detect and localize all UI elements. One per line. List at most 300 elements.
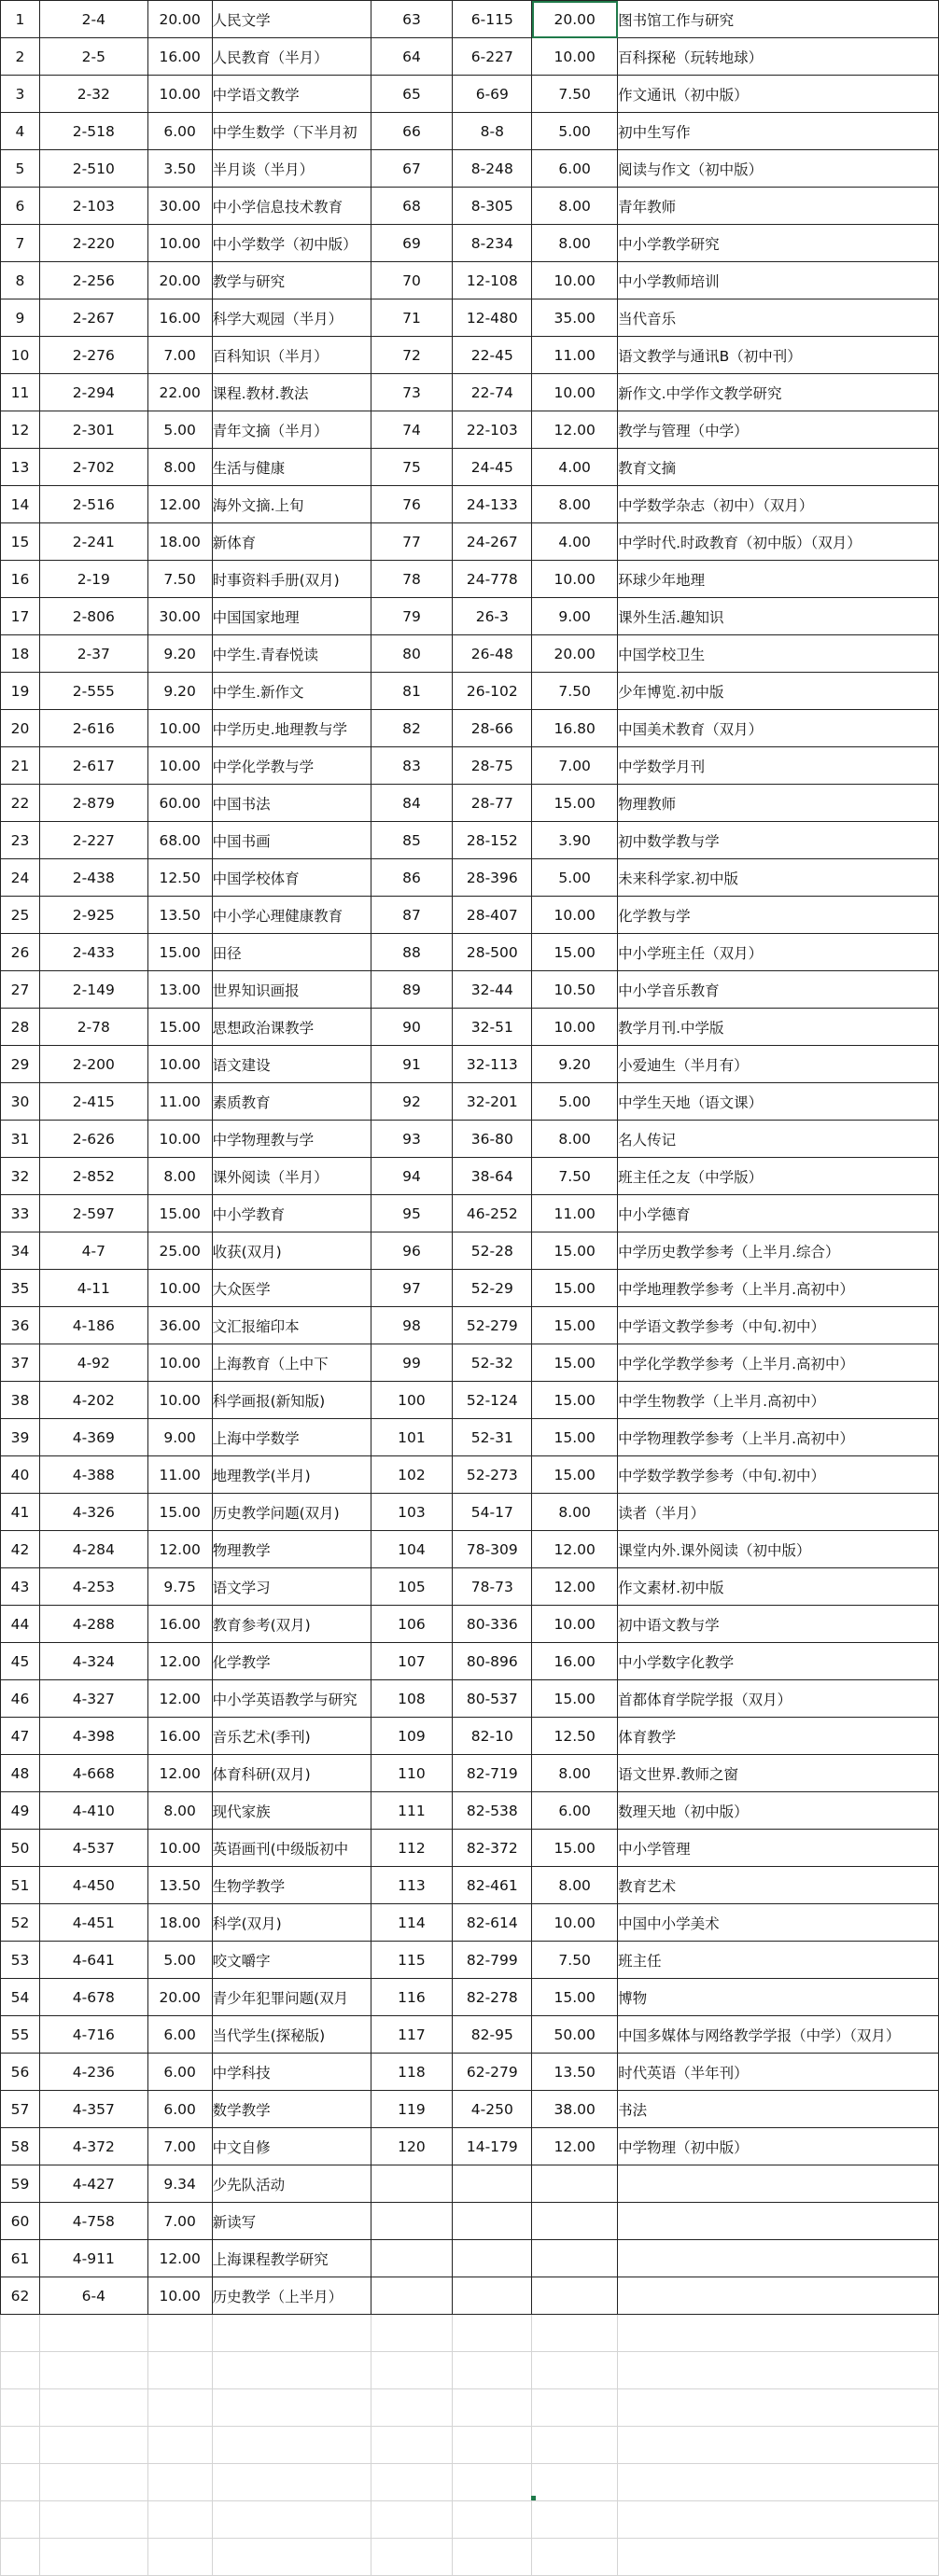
cell-e[interactable]: 86 — [371, 859, 453, 897]
cell-h[interactable]: 中学生物教学（上半月.高初中） — [618, 1382, 939, 1419]
cell-f[interactable]: 82-278 — [453, 1979, 532, 2016]
cell-b[interactable]: 2-103 — [39, 188, 147, 225]
cell-b[interactable]: 2-267 — [39, 299, 147, 337]
cell-d[interactable]: 时事资料手册(双月) — [212, 561, 371, 598]
cell-d[interactable]: 化学教学 — [212, 1643, 371, 1680]
cell-g[interactable]: 8.00 — [532, 1755, 618, 1792]
cell-d[interactable]: 语文学习 — [212, 1568, 371, 1606]
empty-cell[interactable] — [453, 2427, 532, 2464]
cell-c[interactable]: 8.00 — [147, 1158, 212, 1195]
cell-e[interactable]: 97 — [371, 1270, 453, 1307]
cell-c[interactable]: 10.00 — [147, 1046, 212, 1083]
cell-h[interactable]: 中学物理教学参考（上半月.高初中） — [618, 1419, 939, 1456]
cell-a[interactable]: 46 — [1, 1680, 40, 1718]
cell-g[interactable]: 8.00 — [532, 1867, 618, 1904]
cell-a[interactable]: 14 — [1, 486, 40, 523]
cell-f[interactable]: 6-69 — [453, 76, 532, 113]
cell-h[interactable] — [618, 2165, 939, 2203]
cell-c[interactable]: 12.00 — [147, 1531, 212, 1568]
cell-h[interactable]: 初中数学教与学 — [618, 822, 939, 859]
cell-h[interactable]: 中学地理教学参考（上半月.高初中） — [618, 1270, 939, 1307]
cell-a[interactable]: 7 — [1, 225, 40, 262]
cell-c[interactable]: 9.20 — [147, 635, 212, 673]
cell-h[interactable]: 语文世界.教师之窗 — [618, 1755, 939, 1792]
cell-a[interactable]: 40 — [1, 1456, 40, 1494]
cell-g[interactable]: 4.00 — [532, 449, 618, 486]
empty-cell[interactable] — [371, 2464, 453, 2501]
cell-c[interactable]: 5.00 — [147, 411, 212, 449]
cell-h[interactable]: 体育教学 — [618, 1718, 939, 1755]
cell-e[interactable]: 91 — [371, 1046, 453, 1083]
cell-c[interactable]: 18.00 — [147, 1904, 212, 1942]
cell-a[interactable]: 57 — [1, 2091, 40, 2128]
cell-e[interactable]: 114 — [371, 1904, 453, 1942]
cell-h[interactable]: 首都体育学院学报（双月） — [618, 1680, 939, 1718]
cell-b[interactable]: 4-427 — [39, 2165, 147, 2203]
cell-f[interactable]: 82-799 — [453, 1942, 532, 1979]
cell-g[interactable]: 15.00 — [532, 1344, 618, 1382]
cell-c[interactable]: 18.00 — [147, 523, 212, 561]
cell-c[interactable]: 12.00 — [147, 486, 212, 523]
empty-cell[interactable] — [618, 2315, 939, 2352]
cell-a[interactable]: 54 — [1, 1979, 40, 2016]
cell-c[interactable]: 10.00 — [147, 76, 212, 113]
cell-g[interactable]: 15.00 — [532, 1456, 618, 1494]
cell-f[interactable]: 26-102 — [453, 673, 532, 710]
cell-h[interactable]: 中学历史教学参考（上半月.综合） — [618, 1232, 939, 1270]
cell-g[interactable]: 12.00 — [532, 411, 618, 449]
cell-a[interactable]: 43 — [1, 1568, 40, 1606]
empty-cell[interactable] — [212, 2539, 371, 2576]
cell-b[interactable]: 2-433 — [39, 934, 147, 971]
cell-e[interactable]: 108 — [371, 1680, 453, 1718]
cell-h[interactable]: 课外生活.趣知识 — [618, 598, 939, 635]
cell-d[interactable]: 中学生数学（下半月初 — [212, 113, 371, 150]
cell-f[interactable]: 28-75 — [453, 747, 532, 785]
empty-cell[interactable] — [618, 2427, 939, 2464]
cell-g[interactable]: 10.00 — [532, 374, 618, 411]
cell-g[interactable]: 50.00 — [532, 2016, 618, 2054]
cell-b[interactable]: 4-202 — [39, 1382, 147, 1419]
cell-b[interactable]: 2-32 — [39, 76, 147, 113]
cell-e[interactable]: 65 — [371, 76, 453, 113]
cell-b[interactable]: 2-617 — [39, 747, 147, 785]
cell-b[interactable]: 4-92 — [39, 1344, 147, 1382]
empty-cell[interactable] — [618, 2352, 939, 2389]
cell-c[interactable]: 5.00 — [147, 1942, 212, 1979]
cell-c[interactable]: 7.00 — [147, 2128, 212, 2165]
cell-a[interactable]: 18 — [1, 635, 40, 673]
cell-d[interactable]: 百科知识（半月） — [212, 337, 371, 374]
empty-cell[interactable] — [147, 2464, 212, 2501]
cell-d[interactable]: 英语画刊(中级版初中 — [212, 1830, 371, 1867]
cell-d[interactable]: 思想政治课教学 — [212, 1009, 371, 1046]
cell-c[interactable]: 7.50 — [147, 561, 212, 598]
cell-b[interactable]: 2-4 — [39, 1, 147, 38]
cell-e[interactable] — [371, 2165, 453, 2203]
cell-g[interactable]: 8.00 — [532, 486, 618, 523]
cell-b[interactable]: 4-236 — [39, 2054, 147, 2091]
empty-cell[interactable] — [1, 2539, 40, 2576]
cell-b[interactable]: 6-4 — [39, 2277, 147, 2315]
cell-a[interactable]: 31 — [1, 1121, 40, 1158]
empty-cell[interactable] — [371, 2501, 453, 2539]
cell-h[interactable]: 中小学教师培训 — [618, 262, 939, 299]
cell-h[interactable]: 书法 — [618, 2091, 939, 2128]
cell-f[interactable] — [453, 2240, 532, 2277]
cell-d[interactable]: 人民教育（半月） — [212, 38, 371, 76]
cell-e[interactable]: 112 — [371, 1830, 453, 1867]
cell-h[interactable]: 作文通讯（初中版） — [618, 76, 939, 113]
cell-e[interactable]: 120 — [371, 2128, 453, 2165]
cell-c[interactable]: 11.00 — [147, 1456, 212, 1494]
cell-d[interactable]: 上海中学数学 — [212, 1419, 371, 1456]
empty-cell[interactable] — [371, 2389, 453, 2427]
cell-f[interactable]: 22-74 — [453, 374, 532, 411]
cell-g[interactable]: 7.50 — [532, 1942, 618, 1979]
cell-h[interactable]: 阅读与作文（初中版） — [618, 150, 939, 188]
cell-d[interactable]: 中小学心理健康教育 — [212, 897, 371, 934]
empty-cell[interactable] — [147, 2389, 212, 2427]
cell-g[interactable]: 7.50 — [532, 673, 618, 710]
cell-h[interactable]: 中国美术教育（双月） — [618, 710, 939, 747]
cell-f[interactable]: 22-45 — [453, 337, 532, 374]
cell-h[interactable]: 读者（半月） — [618, 1494, 939, 1531]
cell-f[interactable]: 12-108 — [453, 262, 532, 299]
empty-cell[interactable] — [1, 2501, 40, 2539]
empty-cell[interactable] — [1, 2389, 40, 2427]
cell-f[interactable]: 28-152 — [453, 822, 532, 859]
cell-h[interactable]: 中小学教学研究 — [618, 225, 939, 262]
cell-e[interactable]: 109 — [371, 1718, 453, 1755]
cell-b[interactable]: 4-641 — [39, 1942, 147, 1979]
cell-h[interactable]: 当代音乐 — [618, 299, 939, 337]
cell-f[interactable]: 82-10 — [453, 1718, 532, 1755]
cell-a[interactable]: 16 — [1, 561, 40, 598]
cell-h[interactable]: 初中语文教与学 — [618, 1606, 939, 1643]
cell-f[interactable] — [453, 2203, 532, 2240]
cell-h[interactable]: 中小学管理 — [618, 1830, 939, 1867]
cell-d[interactable]: 中学历史.地理教与学 — [212, 710, 371, 747]
cell-b[interactable]: 2-438 — [39, 859, 147, 897]
cell-a[interactable]: 17 — [1, 598, 40, 635]
cell-f[interactable]: 28-500 — [453, 934, 532, 971]
cell-c[interactable]: 10.00 — [147, 225, 212, 262]
cell-e[interactable]: 95 — [371, 1195, 453, 1232]
cell-a[interactable]: 36 — [1, 1307, 40, 1344]
cell-d[interactable]: 生物学教学 — [212, 1867, 371, 1904]
empty-cell[interactable] — [147, 2539, 212, 2576]
cell-h[interactable]: 教学与管理（中学） — [618, 411, 939, 449]
cell-f[interactable]: 26-3 — [453, 598, 532, 635]
cell-g[interactable]: 12.00 — [532, 1568, 618, 1606]
cell-b[interactable]: 4-410 — [39, 1792, 147, 1830]
empty-cell[interactable] — [371, 2427, 453, 2464]
cell-a[interactable]: 3 — [1, 76, 40, 113]
cell-c[interactable]: 10.00 — [147, 1382, 212, 1419]
cell-h[interactable]: 中学数学月刊 — [618, 747, 939, 785]
cell-c[interactable]: 16.00 — [147, 1718, 212, 1755]
cell-g[interactable]: 10.00 — [532, 561, 618, 598]
cell-d[interactable]: 新体育 — [212, 523, 371, 561]
cell-c[interactable]: 6.00 — [147, 2054, 212, 2091]
cell-h[interactable]: 语文教学与通讯B（初中刊） — [618, 337, 939, 374]
cell-g[interactable]: 6.00 — [532, 1792, 618, 1830]
cell-g[interactable]: 15.00 — [532, 1830, 618, 1867]
cell-e[interactable]: 93 — [371, 1121, 453, 1158]
cell-f[interactable]: 78-73 — [453, 1568, 532, 1606]
cell-d[interactable]: 人民文学 — [212, 1, 371, 38]
cell-c[interactable]: 15.00 — [147, 934, 212, 971]
cell-b[interactable]: 2-37 — [39, 635, 147, 673]
cell-c[interactable]: 10.00 — [147, 1830, 212, 1867]
cell-c[interactable]: 6.00 — [147, 2091, 212, 2128]
cell-c[interactable]: 10.00 — [147, 747, 212, 785]
cell-b[interactable]: 4-372 — [39, 2128, 147, 2165]
cell-a[interactable]: 23 — [1, 822, 40, 859]
cell-b[interactable]: 2-597 — [39, 1195, 147, 1232]
cell-c[interactable]: 10.00 — [147, 2277, 212, 2315]
cell-e[interactable]: 101 — [371, 1419, 453, 1456]
cell-b[interactable]: 2-702 — [39, 449, 147, 486]
cell-f[interactable]: 32-51 — [453, 1009, 532, 1046]
cell-h[interactable]: 作文素材.初中版 — [618, 1568, 939, 1606]
cell-d[interactable]: 上海教育（上中下 — [212, 1344, 371, 1382]
cell-c[interactable]: 30.00 — [147, 188, 212, 225]
empty-cell[interactable] — [212, 2501, 371, 2539]
cell-e[interactable]: 75 — [371, 449, 453, 486]
cell-d[interactable]: 素质教育 — [212, 1083, 371, 1121]
cell-g[interactable]: 3.90 — [532, 822, 618, 859]
cell-e[interactable]: 73 — [371, 374, 453, 411]
cell-a[interactable]: 41 — [1, 1494, 40, 1531]
cell-e[interactable]: 84 — [371, 785, 453, 822]
cell-h[interactable]: 教育艺术 — [618, 1867, 939, 1904]
empty-cell[interactable] — [532, 2427, 618, 2464]
cell-a[interactable]: 8 — [1, 262, 40, 299]
cell-c[interactable]: 12.00 — [147, 1755, 212, 1792]
cell-e[interactable]: 67 — [371, 150, 453, 188]
cell-f[interactable]: 52-29 — [453, 1270, 532, 1307]
fill-handle[interactable] — [531, 2496, 536, 2500]
cell-g[interactable]: 13.50 — [532, 2054, 618, 2091]
cell-a[interactable]: 27 — [1, 971, 40, 1009]
cell-f[interactable]: 62-279 — [453, 2054, 532, 2091]
cell-g[interactable]: 8.00 — [532, 1494, 618, 1531]
empty-cell[interactable] — [39, 2464, 147, 2501]
cell-e[interactable]: 72 — [371, 337, 453, 374]
cell-a[interactable]: 13 — [1, 449, 40, 486]
cell-g[interactable]: 5.00 — [532, 1083, 618, 1121]
cell-a[interactable]: 49 — [1, 1792, 40, 1830]
cell-e[interactable]: 118 — [371, 2054, 453, 2091]
cell-f[interactable]: 36-80 — [453, 1121, 532, 1158]
cell-e[interactable]: 102 — [371, 1456, 453, 1494]
cell-b[interactable]: 4-7 — [39, 1232, 147, 1270]
cell-g[interactable]: 10.00 — [532, 897, 618, 934]
cell-b[interactable]: 2-78 — [39, 1009, 147, 1046]
empty-cell[interactable] — [1, 2427, 40, 2464]
cell-h[interactable]: 中国多媒体与网络教学学报（中学）（双月） — [618, 2016, 939, 2054]
cell-b[interactable]: 4-678 — [39, 1979, 147, 2016]
cell-a[interactable]: 56 — [1, 2054, 40, 2091]
cell-e[interactable]: 85 — [371, 822, 453, 859]
empty-cell[interactable] — [1, 2352, 40, 2389]
cell-g[interactable]: 7.50 — [532, 76, 618, 113]
cell-c[interactable]: 9.75 — [147, 1568, 212, 1606]
cell-a[interactable]: 59 — [1, 2165, 40, 2203]
cell-f[interactable]: 22-103 — [453, 411, 532, 449]
cell-d[interactable]: 语文建设 — [212, 1046, 371, 1083]
cell-f[interactable]: 80-537 — [453, 1680, 532, 1718]
cell-d[interactable]: 体育科研(双月) — [212, 1755, 371, 1792]
cell-a[interactable]: 24 — [1, 859, 40, 897]
cell-c[interactable]: 22.00 — [147, 374, 212, 411]
cell-c[interactable]: 13.50 — [147, 897, 212, 934]
cell-b[interactable]: 2-415 — [39, 1083, 147, 1121]
cell-g[interactable]: 7.00 — [532, 747, 618, 785]
cell-f[interactable] — [453, 2165, 532, 2203]
cell-c[interactable]: 10.00 — [147, 710, 212, 747]
cell-d[interactable]: 海外文摘.上旬 — [212, 486, 371, 523]
empty-cell[interactable] — [371, 2315, 453, 2352]
cell-c[interactable]: 3.50 — [147, 150, 212, 188]
cell-h[interactable] — [618, 2240, 939, 2277]
cell-e[interactable]: 104 — [371, 1531, 453, 1568]
cell-e[interactable]: 78 — [371, 561, 453, 598]
empty-cell[interactable] — [453, 2389, 532, 2427]
cell-f[interactable]: 82-538 — [453, 1792, 532, 1830]
cell-d[interactable]: 课程.教材.教法 — [212, 374, 371, 411]
cell-a[interactable]: 58 — [1, 2128, 40, 2165]
cell-a[interactable]: 12 — [1, 411, 40, 449]
cell-a[interactable]: 15 — [1, 523, 40, 561]
cell-c[interactable]: 10.00 — [147, 1344, 212, 1382]
cell-d[interactable]: 中学物理教与学 — [212, 1121, 371, 1158]
cell-b[interactable]: 2-516 — [39, 486, 147, 523]
empty-cell[interactable] — [39, 2315, 147, 2352]
cell-c[interactable]: 25.00 — [147, 1232, 212, 1270]
cell-f[interactable]: 52-279 — [453, 1307, 532, 1344]
cell-c[interactable]: 68.00 — [147, 822, 212, 859]
cell-b[interactable]: 2-5 — [39, 38, 147, 76]
cell-c[interactable]: 16.00 — [147, 38, 212, 76]
cell-e[interactable] — [371, 2240, 453, 2277]
cell-h[interactable]: 中学语文教学参考（中旬.初中） — [618, 1307, 939, 1344]
cell-g[interactable]: 15.00 — [532, 1680, 618, 1718]
cell-g[interactable]: 15.00 — [532, 1270, 618, 1307]
cell-c[interactable]: 15.00 — [147, 1494, 212, 1531]
cell-b[interactable]: 2-276 — [39, 337, 147, 374]
cell-a[interactable]: 47 — [1, 1718, 40, 1755]
cell-f[interactable]: 28-77 — [453, 785, 532, 822]
cell-a[interactable]: 6 — [1, 188, 40, 225]
cell-e[interactable]: 117 — [371, 2016, 453, 2054]
cell-d[interactable]: 科学画报(新知版) — [212, 1382, 371, 1419]
cell-d[interactable]: 物理教学 — [212, 1531, 371, 1568]
cell-a[interactable]: 1 — [1, 1, 40, 38]
empty-cell[interactable] — [532, 2501, 618, 2539]
cell-a[interactable]: 29 — [1, 1046, 40, 1083]
empty-cell[interactable] — [147, 2352, 212, 2389]
empty-cell[interactable] — [618, 2501, 939, 2539]
cell-c[interactable]: 20.00 — [147, 1, 212, 38]
cell-a[interactable]: 38 — [1, 1382, 40, 1419]
cell-b[interactable]: 2-19 — [39, 561, 147, 598]
cell-h[interactable]: 新作文.中学作文教学研究 — [618, 374, 939, 411]
empty-cell[interactable] — [1, 2464, 40, 2501]
cell-d[interactable]: 新读写 — [212, 2203, 371, 2240]
cell-h[interactable]: 中国中小学美术 — [618, 1904, 939, 1942]
empty-cell[interactable] — [618, 2464, 939, 2501]
cell-c[interactable]: 30.00 — [147, 598, 212, 635]
cell-f[interactable]: 82-95 — [453, 2016, 532, 2054]
cell-e[interactable]: 113 — [371, 1867, 453, 1904]
cell-a[interactable]: 45 — [1, 1643, 40, 1680]
empty-cell[interactable] — [147, 2315, 212, 2352]
cell-e[interactable] — [371, 2203, 453, 2240]
cell-b[interactable]: 2-294 — [39, 374, 147, 411]
cell-b[interactable]: 4-388 — [39, 1456, 147, 1494]
cell-f[interactable]: 12-480 — [453, 299, 532, 337]
cell-d[interactable]: 课外阅读（半月） — [212, 1158, 371, 1195]
cell-a[interactable]: 5 — [1, 150, 40, 188]
cell-d[interactable]: 中国国家地理 — [212, 598, 371, 635]
cell-h[interactable]: 中学数学教学参考（中旬.初中） — [618, 1456, 939, 1494]
cell-d[interactable]: 世界知识画报 — [212, 971, 371, 1009]
cell-e[interactable]: 111 — [371, 1792, 453, 1830]
cell-e[interactable]: 90 — [371, 1009, 453, 1046]
cell-a[interactable]: 4 — [1, 113, 40, 150]
cell-d[interactable]: 中国书法 — [212, 785, 371, 822]
cell-c[interactable]: 13.50 — [147, 1867, 212, 1904]
cell-e[interactable]: 116 — [371, 1979, 453, 2016]
cell-a[interactable]: 10 — [1, 337, 40, 374]
cell-g[interactable]: 12.50 — [532, 1718, 618, 1755]
cell-c[interactable]: 15.00 — [147, 1009, 212, 1046]
cell-f[interactable]: 46-252 — [453, 1195, 532, 1232]
cell-d[interactable]: 历史教学问题(双月) — [212, 1494, 371, 1531]
cell-f[interactable]: 24-133 — [453, 486, 532, 523]
cell-d[interactable]: 历史教学（上半月） — [212, 2277, 371, 2315]
cell-f[interactable]: 82-719 — [453, 1755, 532, 1792]
empty-cell[interactable] — [1, 2315, 40, 2352]
cell-e[interactable]: 68 — [371, 188, 453, 225]
cell-f[interactable]: 82-372 — [453, 1830, 532, 1867]
cell-b[interactable]: 2-616 — [39, 710, 147, 747]
cell-d[interactable]: 科学大观园（半月） — [212, 299, 371, 337]
empty-cell[interactable] — [453, 2501, 532, 2539]
cell-d[interactable]: 半月谈（半月） — [212, 150, 371, 188]
cell-b[interactable]: 4-451 — [39, 1904, 147, 1942]
empty-cell[interactable] — [453, 2539, 532, 2576]
cell-e[interactable]: 69 — [371, 225, 453, 262]
cell-d[interactable]: 文汇报缩印本 — [212, 1307, 371, 1344]
cell-g[interactable]: 38.00 — [532, 2091, 618, 2128]
cell-d[interactable]: 教学与研究 — [212, 262, 371, 299]
cell-h[interactable]: 中学化学教学参考（上半月.高初中） — [618, 1344, 939, 1382]
cell-c[interactable]: 9.34 — [147, 2165, 212, 2203]
cell-f[interactable]: 52-124 — [453, 1382, 532, 1419]
cell-d[interactable]: 中学生.新作文 — [212, 673, 371, 710]
cell-f[interactable]: 82-461 — [453, 1867, 532, 1904]
empty-cell[interactable] — [532, 2352, 618, 2389]
cell-a[interactable]: 61 — [1, 2240, 40, 2277]
cell-g[interactable]: 10.00 — [532, 1904, 618, 1942]
cell-b[interactable]: 4-11 — [39, 1270, 147, 1307]
cell-b[interactable]: 4-369 — [39, 1419, 147, 1456]
empty-cell[interactable] — [453, 2315, 532, 2352]
